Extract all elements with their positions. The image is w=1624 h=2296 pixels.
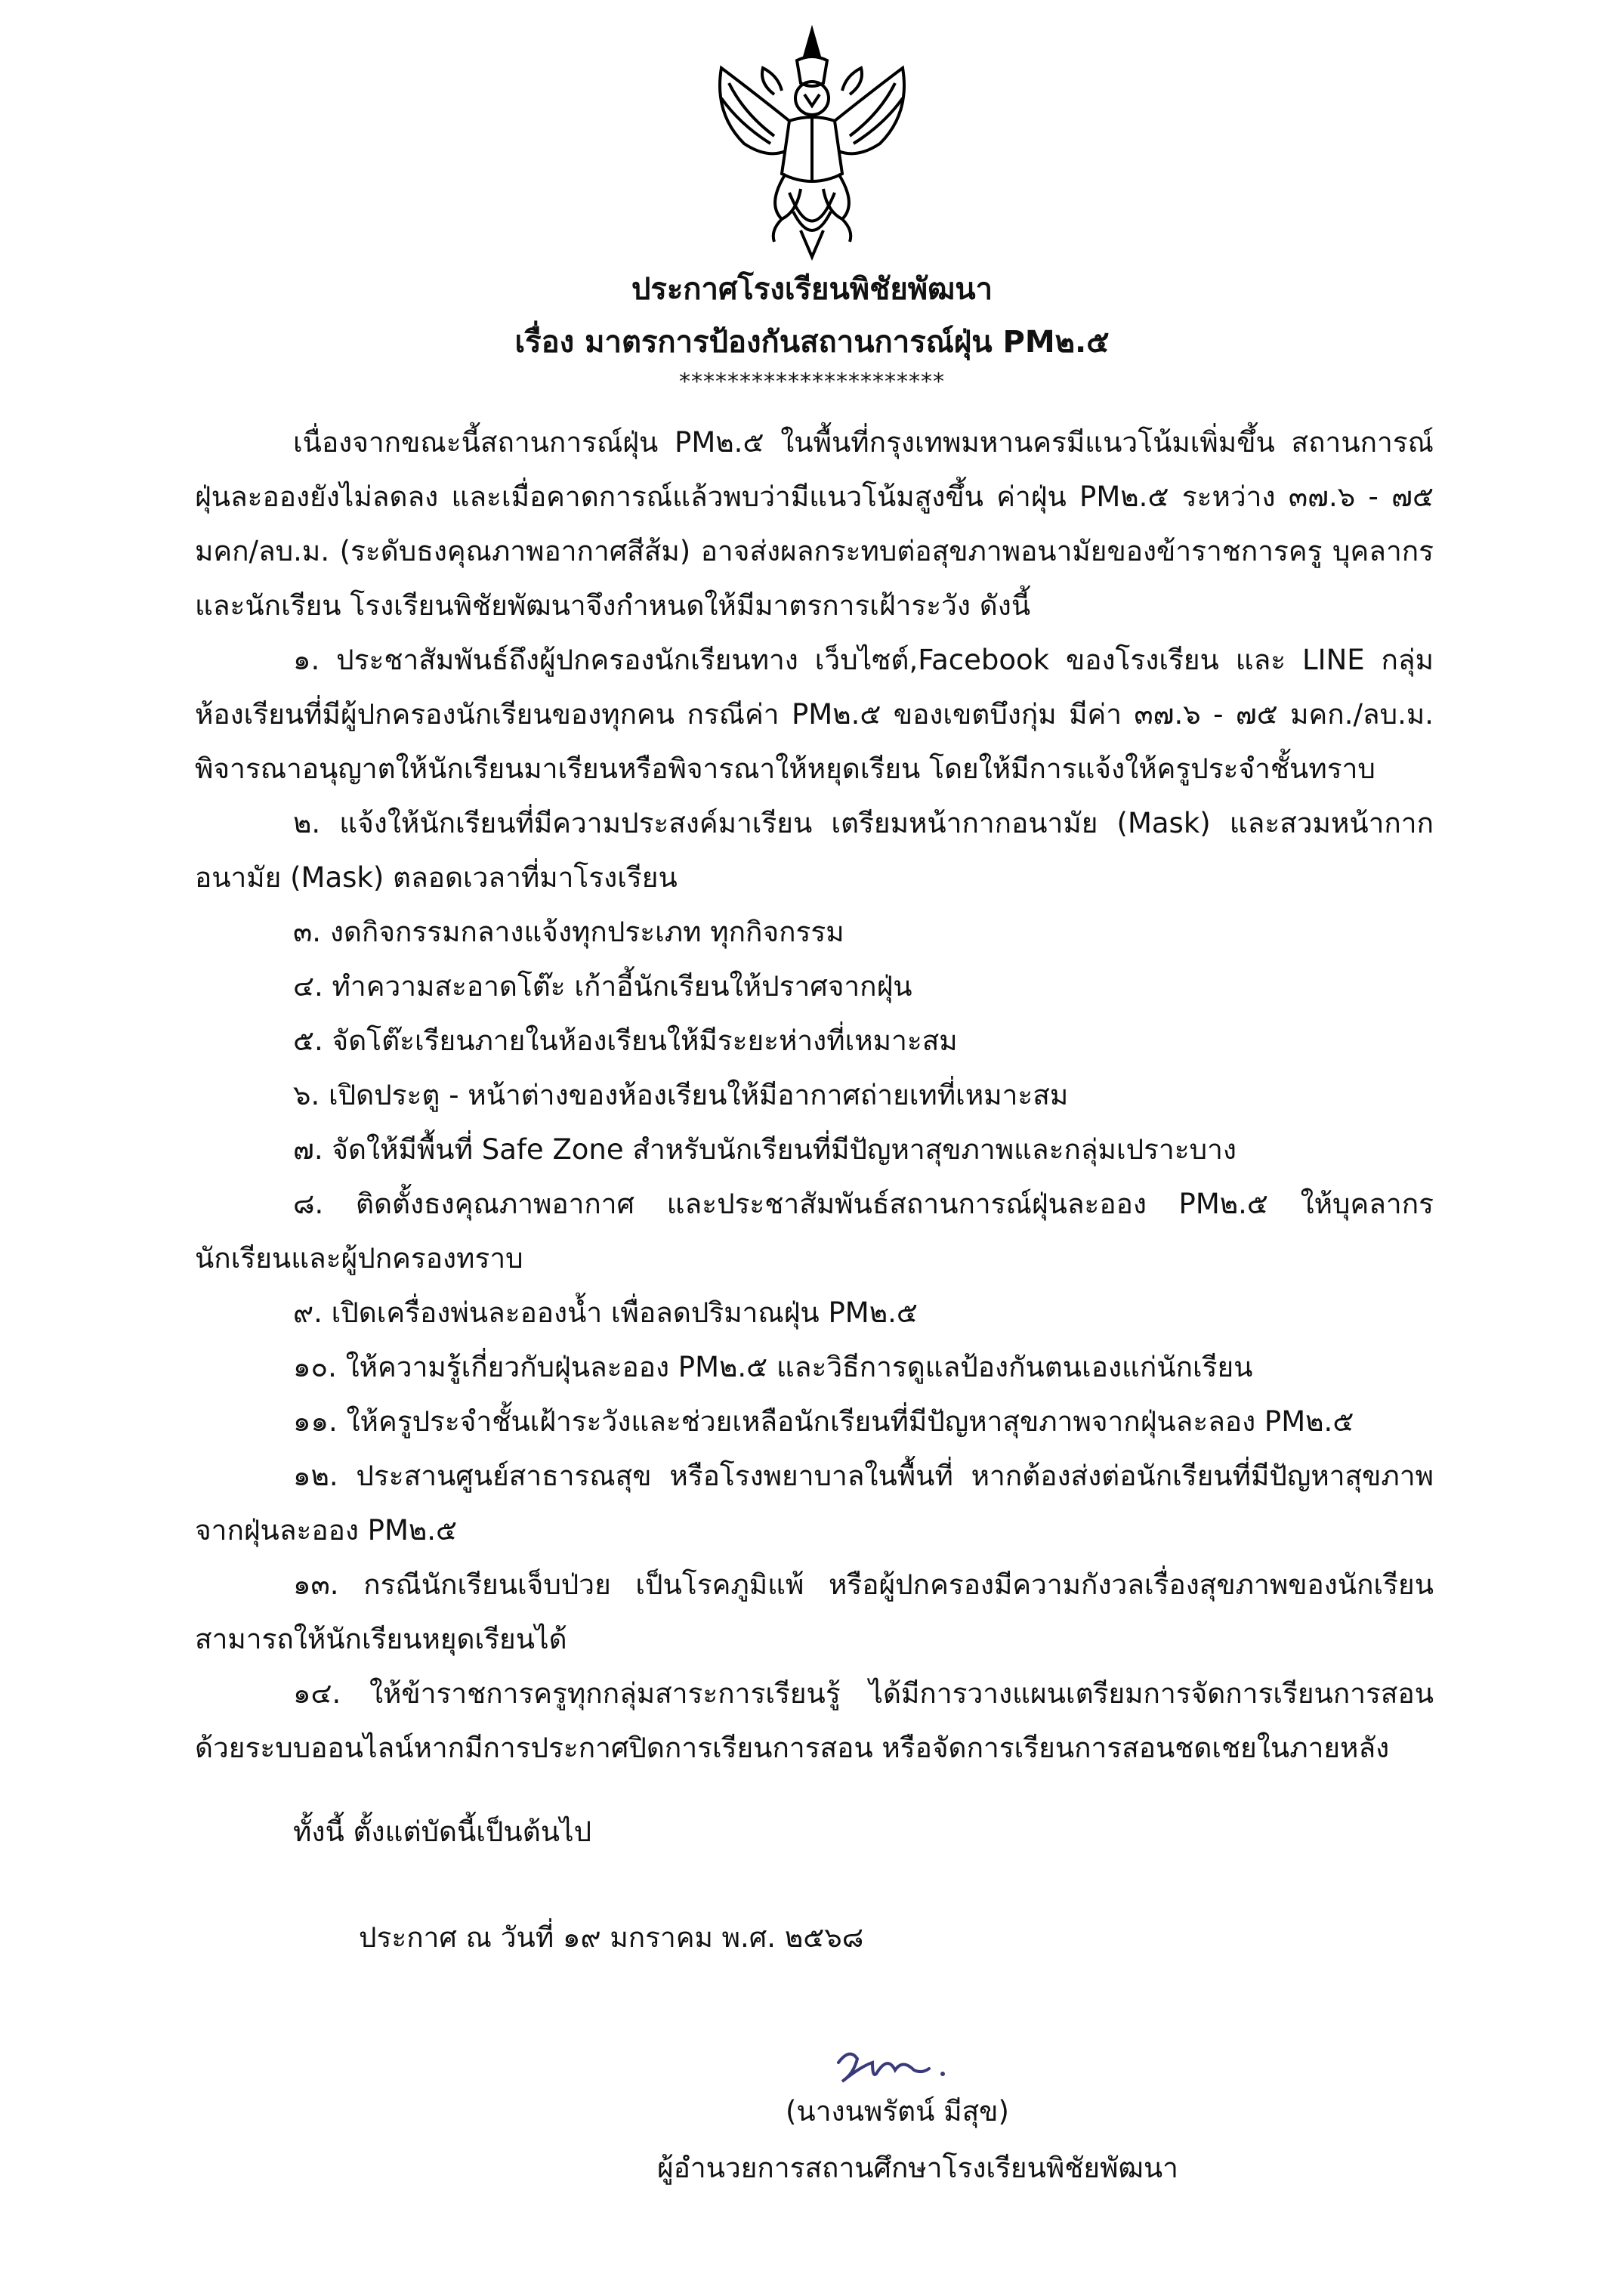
measure-item: ๑. ประชาสัมพันธ์ถึงผู้ปกครองนักเรียนทาง เว็บไซต์,Facebook ของโรงเรียน และ LINE กลุ่มห้องเรียนที่มีผู้ปกครองนักเรียนของทุกคน กรณีค่า PM๒.๕ ของเขตบึงกุ่ม มีค่า ๓๗.๖ - ๗๕ มคก./ลบ.ม. พิจารณาอนุญาตให้นักเรียนมาเรียนหรือพิจารณาให้หยุดเรียน โดยให้มีการแจ้งให้ครูประจำชั้นทราบ [195,644,1434,785]
measure-item: ๙. เปิดเครื่องพ่นละอองน้ำ เพื่อลดปริมาณฝุ่น PM๒.๕ [293,1296,918,1329]
closing-statement: ทั้งนี้ ตั้งแต่บัดนี้เป็นต้นไป [293,1815,592,1848]
announcement-body [195,416,1434,1775]
measure-item: ๘. ติดตั้งธงคุณภาพอากาศ และประชาสัมพันธ์สถานการณ์ฝุ่นละออง PM๒.๕ ให้บุคลากร นักเรียนและผู้ปกครองทราบ [195,1188,1434,1275]
measure-item: ๑๑. ให้ครูประจำชั้นเฝ้าระวังและช่วยเหลือนักเรียนที่มีปัญหาสุขภาพจากฝุ่นละลอง PM๒.๕ [293,1405,1354,1438]
measure-item: ๑๐. ให้ความรู้เกี่ยวกับฝุ่นละออง PM๒.๕ และวิธีการดูแลป้องกันตนเองแก่นักเรียน [293,1351,1253,1383]
signatory-name: (นางนพรัตน์ มีสุข) [786,2095,1009,2128]
measure-item: ๔. ทำความสะอาดโต๊ะ เก้าอี้นักเรียนให้ปราศจากฝุ่น [293,970,912,1003]
announcement-date: ประกาศ ณ วันที่ ๑๙ มกราคม พ.ศ. ๒๕๖๘ [359,1921,864,1954]
measure-item: ๕. จัดโต๊ะเรียนภายในห้องเรียนให้มีระยะห่างที่เหมาะสม [293,1024,958,1057]
garuda-emblem-icon [699,23,925,264]
measure-item: ๒. แจ้งให้นักเรียนที่มีความประสงค์มาเรียน เตรียมหน้ากากอนามัย (Mask) และสวมหน้ากากอนามัย (Mask) ตลอดเวลาที่มาโรงเรียน [195,807,1434,894]
measure-item: ๑๓. กรณีนักเรียนเจ็บป่วย เป็นโรคภูมิแพ้ หรือผู้ปกครองมีความกังวลเรื่องสุขภาพของนักเรียนสามารถให้นักเรียนหยุดเรียนได้ [195,1568,1434,1655]
measure-item: ๑๔. ให้ข้าราชการครูทุกกลุ่มสาระการเรียนรู้ ได้มีการวางแผนเตรียมการจัดการเรียนการสอนด้วยระบบออนไลน์หากมีการประกาศปิดการเรียนการสอน หรือจัดการเรียนการสอนชดเชยในภายหลัง [195,1677,1434,1764]
measure-item: ๑๒. ประสานศูนย์สาธารณสุข หรือโรงพยาบาลในพื้นที่ หากต้องส่งต่อนักเรียนที่มีปัญหาสุขภาพจากฝุ่นละออง PM๒.๕ [195,1460,1434,1547]
title-divider: ********************** [679,369,945,395]
measure-item: ๓. งดกิจกรรมกลางแจ้งทุกประเภท ทุกกิจกรรม [293,916,844,948]
measure-item: ๗. จัดให้มีพื้นที่ Safe Zone สำหรับนักเรียนที่มีปัญหาสุขภาพและกลุ่มเปราะบาง [293,1133,1237,1166]
announcement-subject: เรื่อง มาตรการป้องกันสถานการณ์ฝุ่น PM๒.๕ [514,325,1110,360]
handwritten-signature [831,2040,952,2093]
intro-paragraph: เนื่องจากขณะนี้สถานการณ์ฝุ่น PM๒.๕ ในพื้นที่กรุงเทพมหานครมีแนวโน้มเพิ่มขึ้น สถานการณ์ฝุ่นละอองยังไม่ลดลง และเมื่อคาดการณ์แล้วพบว่ามีแนวโน้มสูงขึ้น ค่าฝุ่น PM๒.๕ ระหว่าง ๓๗.๖ - ๗๕ มคก/ลบ.ม. (ระดับธงคุณภาพอากาศสีส้ม) อาจส่งผลกระทบต่อสุขภาพอนามัยของข้าราชการครู บุคลากร และนักเรียน โรงเรียนพิชัยพัฒนาจึงกำหนดให้มีมาตรการเฝ้าระวัง ดังนี้ [195,426,1434,622]
measure-item: ๖. เปิดประตู - หน้าต่างของห้องเรียนให้มีอากาศถ่ายเทที่เหมาะสม [293,1079,1069,1111]
signatory-position: ผู้อำนวยการสถานศึกษาโรงเรียนพิชัยพัฒนา [657,2152,1178,2184]
announcement-issuer: ประกาศโรงเรียนพิชัยพัฒนา [631,272,993,307]
